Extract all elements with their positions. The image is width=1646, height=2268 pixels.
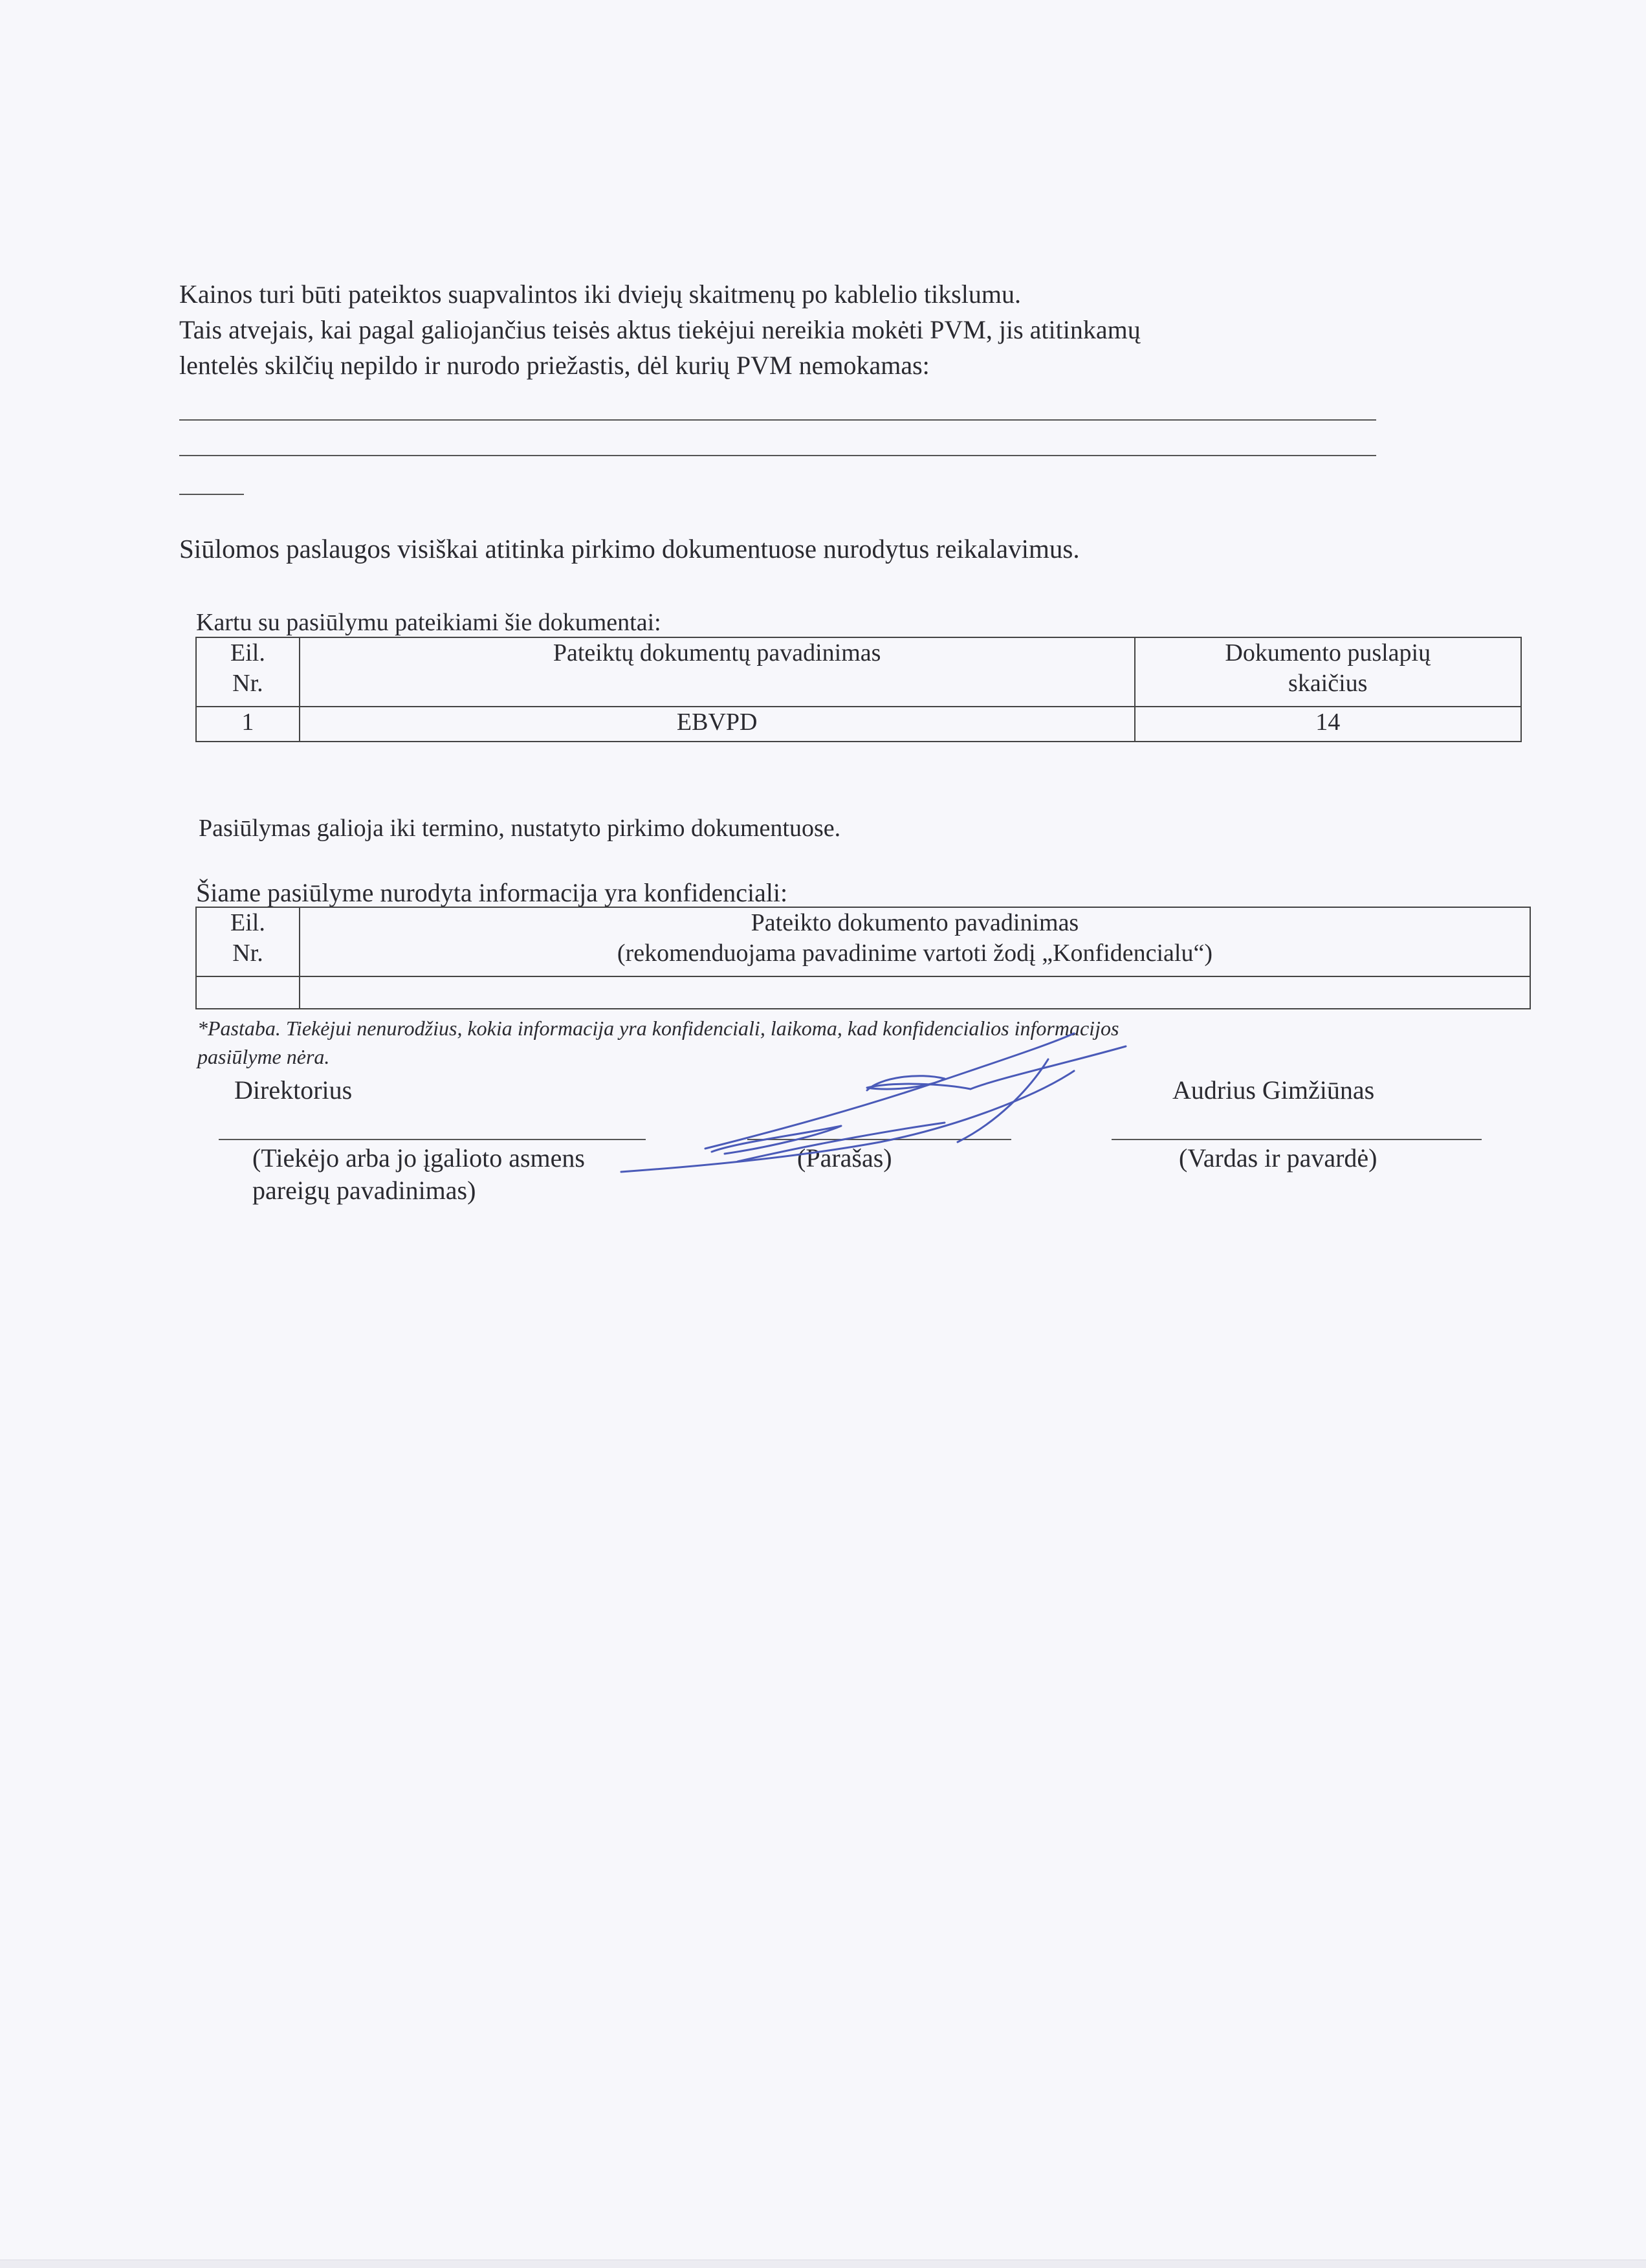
confidential-row-number <box>196 976 300 1009</box>
pricing-line-2: Tais atvejais, kai pagal galiojančius teisės aktus tiekėjui nereikia mokėti PVM, jis atitinkamų <box>179 315 1141 344</box>
documents-header-row <box>196 637 1521 707</box>
confidential-header-number <box>196 907 300 976</box>
validity-statement: Pasiūlymas galioja iki termino, nustatyto pirkimo dokumentuose. <box>199 815 841 842</box>
caption-signature: (Parašas) <box>797 1143 892 1173</box>
header-page-count-line2: skaičius <box>1288 670 1368 697</box>
page-bottom-edge <box>0 2260 1646 2268</box>
table-row <box>196 707 1521 742</box>
position-signature-line <box>219 1139 646 1140</box>
table-row <box>196 976 1530 1009</box>
pricing-line-3: lentelės skilčių nepildo ir nurodo priežastis, dėl kurių PVM nemokamas: <box>179 351 930 380</box>
header-number-line1: Eil. <box>230 639 265 666</box>
confidential-header-row <box>196 907 1530 976</box>
caption-name: (Vardas ir pavardė) <box>1179 1143 1377 1173</box>
confidential-header-number-line2: Nr. <box>232 940 263 967</box>
confidential-header-name-line2: (rekomenduojama pavadinime vartoti žodį „Konfidencialu“) <box>617 940 1213 967</box>
row-document-name: EBVPD <box>300 707 1135 742</box>
signatory-position: Direktorius <box>234 1075 353 1105</box>
header-document-name-text: Pateiktų dokumentų pavadinimas <box>553 639 881 666</box>
header-document-name <box>300 637 1135 707</box>
row-page-count: 14 <box>1135 707 1522 742</box>
row-number: 1 <box>196 707 300 742</box>
header-number <box>196 637 300 707</box>
confidential-header-number-line1: Eil. <box>230 909 265 936</box>
compliance-statement: Siūlomos paslaugos visiškai atitinka pirkimo dokumentuose nurodytus reikalavimus. <box>179 534 1080 564</box>
blank-line-1 <box>179 419 1376 421</box>
documents-table <box>195 637 1522 742</box>
header-number-line2: Nr. <box>232 670 263 697</box>
confidential-row-name <box>300 976 1530 1009</box>
name-signature-line <box>1112 1139 1482 1140</box>
documents-caption: Kartu su pasiūlymu pateikiami šie dokumentai: <box>196 609 661 636</box>
confidential-note-line-1: *Pastaba. Tiekėjui nenurodžius, kokia informacija yra konfidenciali, laikoma, kad konfidencialios informacijos <box>197 1017 1119 1040</box>
confidential-caption: Šiame pasiūlyme nurodyta informacija yra konfidenciali: <box>196 878 788 907</box>
caption-position-line-1: (Tiekėjo arba jo įgalioto asmens <box>252 1143 585 1173</box>
blank-line-3 <box>179 494 244 495</box>
caption-position-line-2: pareigų pavadinimas) <box>252 1176 476 1205</box>
confidential-header-name-line1: Pateikto dokumento pavadinimas <box>751 909 1079 936</box>
confidential-note-line-2: pasiūlyme nėra. <box>197 1045 330 1068</box>
handwritten-signature <box>608 1019 1152 1187</box>
header-page-count-line1: Dokumento puslapių <box>1225 639 1431 666</box>
blank-line-2 <box>179 455 1376 456</box>
confidential-table <box>195 907 1531 1009</box>
header-page-count <box>1135 637 1522 707</box>
signatory-name: Audrius Gimžiūnas <box>1172 1075 1375 1105</box>
pricing-line-1: Kainos turi būti pateiktos suapvalintos iki dviejų skaitmenų po kablelio tikslumu. <box>179 280 1021 309</box>
confidential-header-name <box>300 907 1530 976</box>
